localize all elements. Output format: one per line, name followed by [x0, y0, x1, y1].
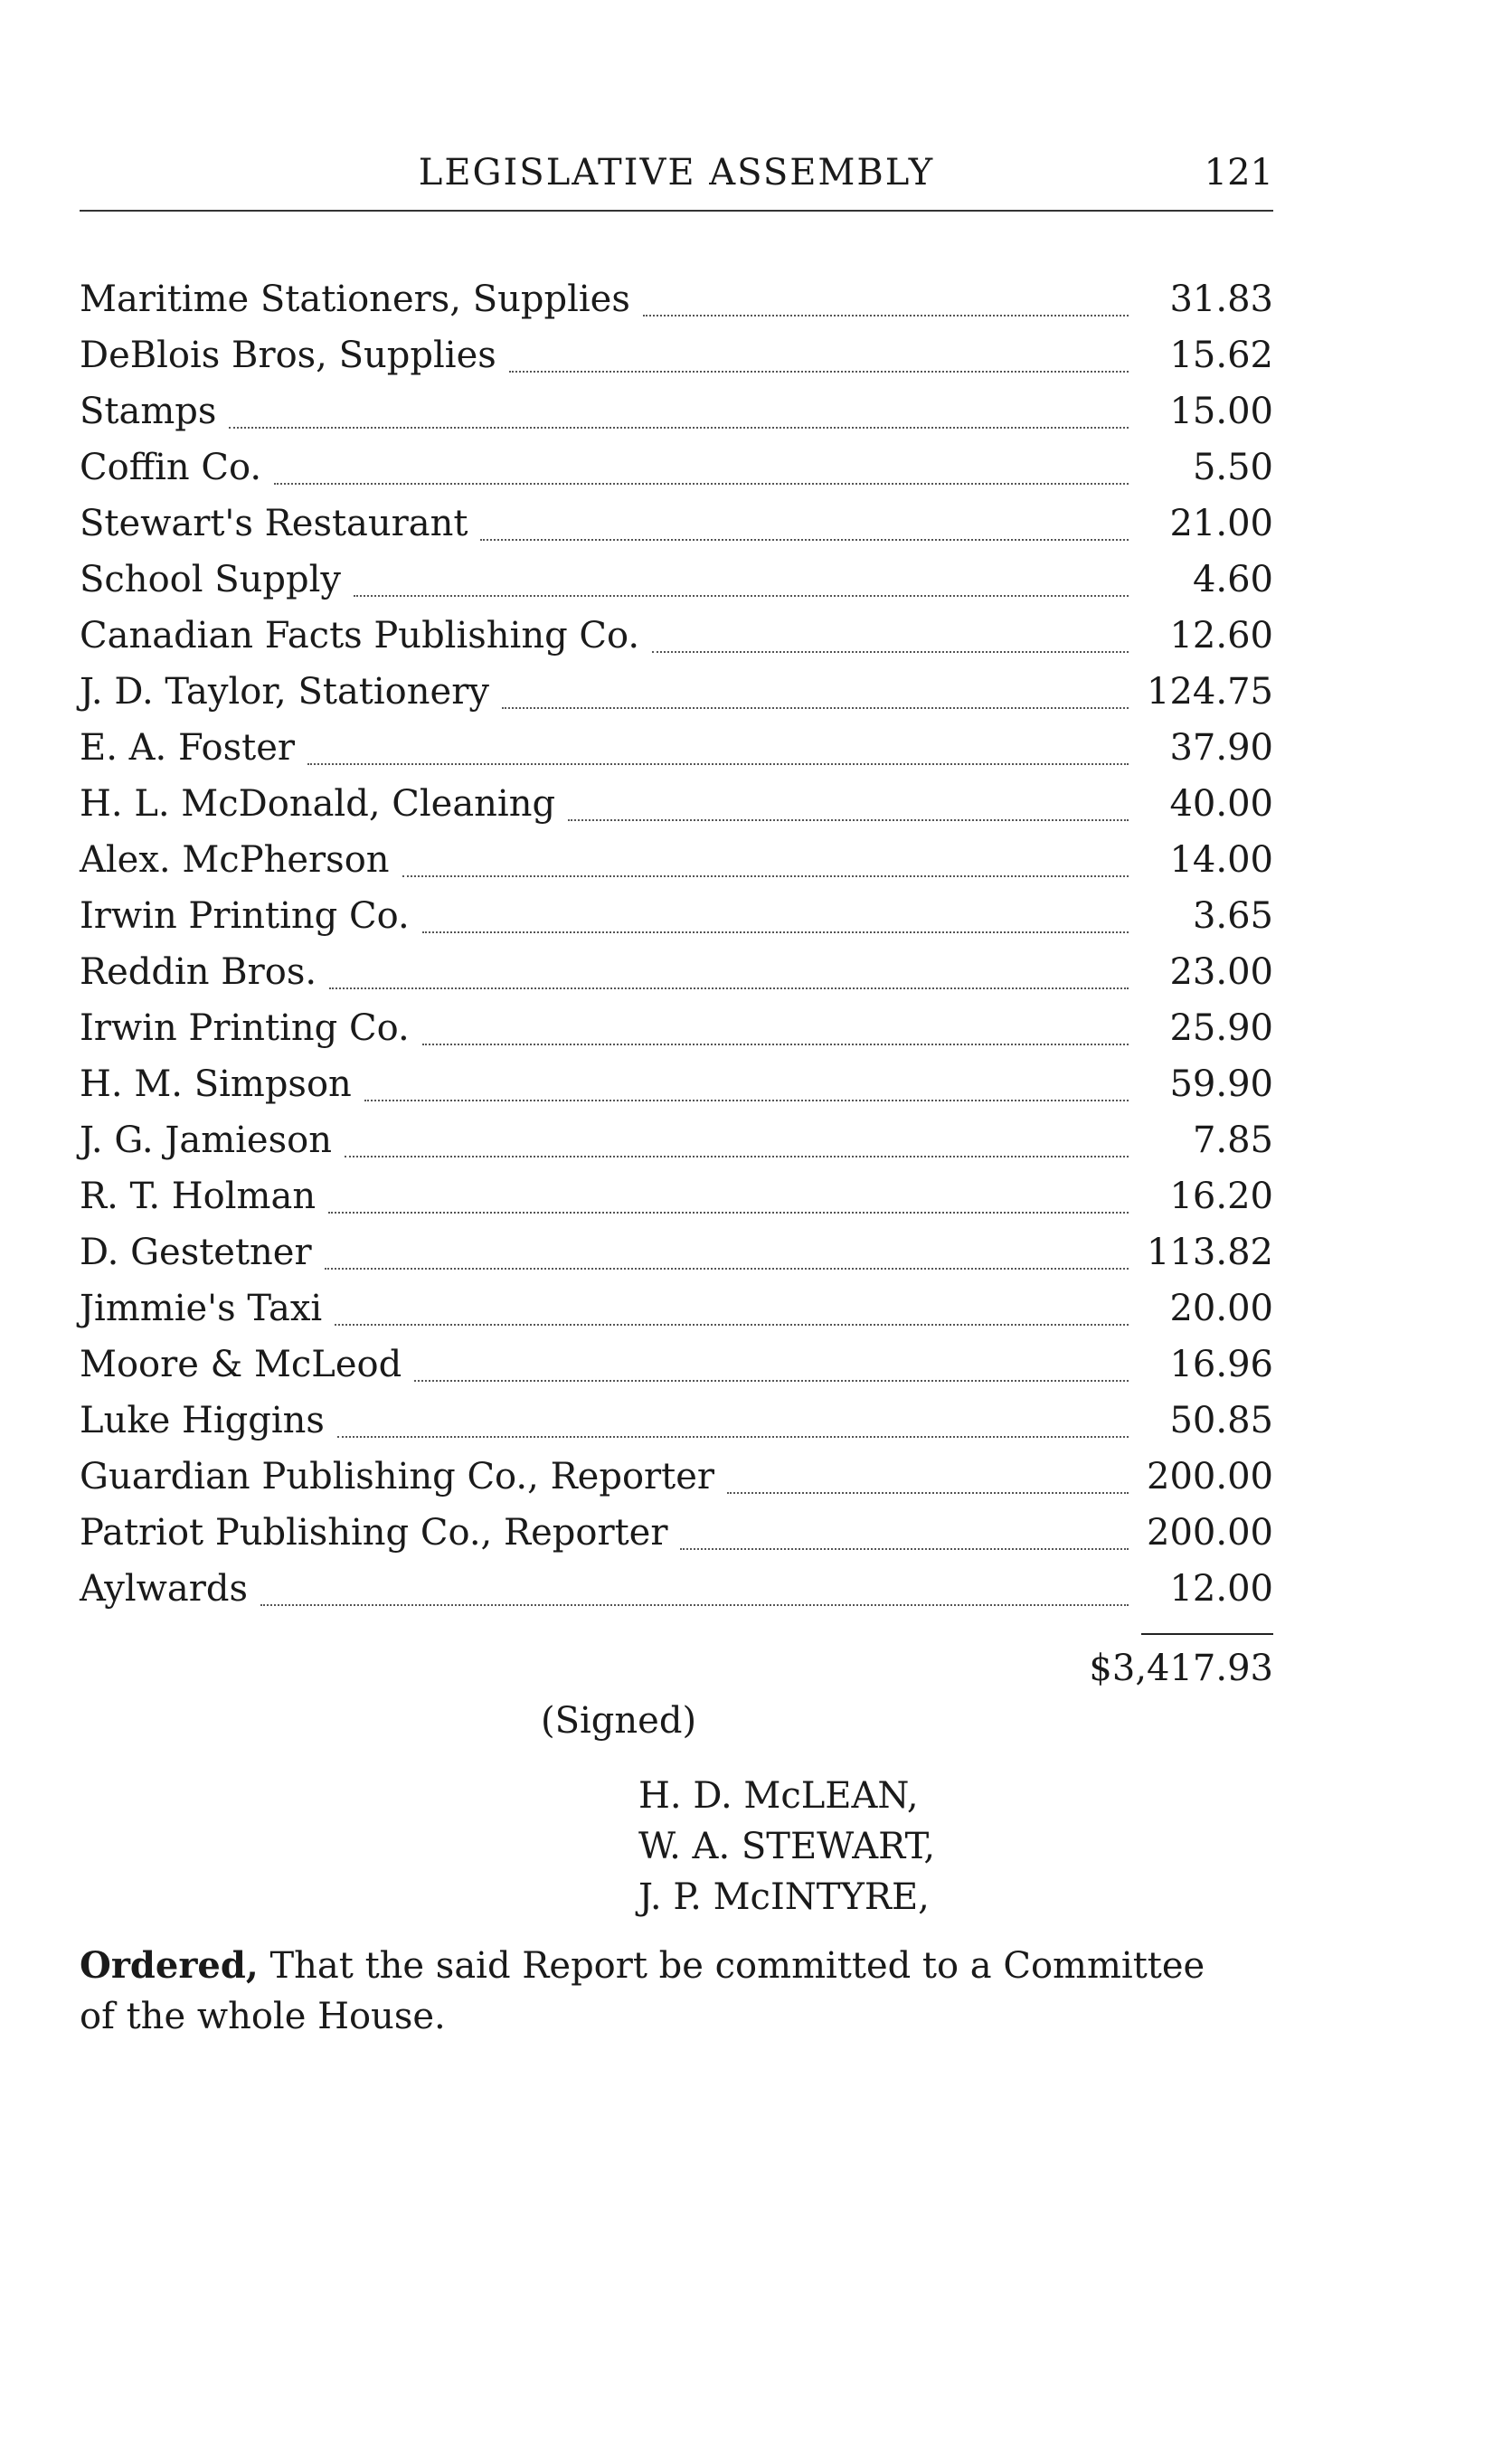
dot-leader	[345, 1156, 1129, 1157]
ledger-payee: H. L. McDonald, Cleaning	[80, 783, 556, 825]
ledger-row	[80, 1224, 1273, 1280]
dot-leader	[329, 987, 1129, 989]
ledger-payee: Maritime Stationers, Supplies	[80, 279, 630, 320]
dot-leader	[480, 539, 1129, 541]
ledger-row	[80, 608, 1273, 664]
ledger-payee: School Supply	[80, 559, 342, 600]
ledger-row	[80, 720, 1273, 776]
ledger-row	[80, 383, 1273, 439]
ledger-amount: 15.62	[1169, 335, 1273, 376]
dot-leader	[652, 651, 1129, 653]
ledger-payee: Irwin Printing Co.	[80, 895, 410, 937]
dot-leader	[325, 1268, 1129, 1270]
dot-leader	[354, 595, 1129, 597]
dot-leader	[274, 483, 1129, 485]
dot-leader	[414, 1380, 1129, 1382]
ledger-payee: Guardian Publishing Co., Reporter	[80, 1456, 715, 1497]
dot-leader	[229, 427, 1129, 429]
ledger-row	[80, 1393, 1273, 1449]
signatory: W. A. STEWART,	[638, 1826, 936, 1867]
dot-leader	[260, 1604, 1129, 1606]
ledger-payee: Irwin Printing Co.	[80, 1007, 410, 1049]
ledger-amount: 50.85	[1169, 1400, 1273, 1441]
dot-leader	[422, 931, 1129, 933]
ledger-total: $3,417.93	[1089, 1648, 1273, 1689]
dot-leader	[402, 875, 1129, 877]
dot-leader	[509, 371, 1129, 373]
ledger-row	[80, 1280, 1273, 1337]
ledger-amount: 20.00	[1169, 1288, 1273, 1329]
ledger-amount: 3.65	[1192, 895, 1273, 937]
ledger-row	[80, 439, 1273, 496]
ledger-amount: 37.90	[1169, 727, 1273, 769]
ledger-row	[80, 1505, 1273, 1561]
ledger-payee: J. G. Jamieson	[80, 1120, 332, 1161]
ordered-text-line2: of the whole House.	[80, 1996, 446, 2037]
ledger-row	[80, 944, 1273, 1000]
ordered-paragraph	[80, 1941, 1273, 2042]
ledger-payee: Patriot Publishing Co., Reporter	[80, 1512, 668, 1554]
ledger-amount: 200.00	[1147, 1512, 1273, 1554]
ledger-payee: Jimmie's Taxi	[80, 1288, 323, 1329]
ledger-amount: 12.60	[1169, 615, 1273, 657]
ledger-amount: 200.00	[1147, 1456, 1273, 1497]
signatories	[638, 1771, 935, 1923]
ledger-row	[80, 552, 1273, 608]
ledger-payee: DeBlois Bros, Supplies	[80, 335, 496, 376]
ledger-amount: 40.00	[1169, 783, 1273, 825]
ledger-row	[80, 496, 1273, 552]
ledger-row	[80, 271, 1273, 327]
signatory: H. D. McLEAN,	[638, 1775, 919, 1817]
ledger-payee: Aylwards	[80, 1568, 248, 1610]
ledger-payee: Moore & McLeod	[80, 1344, 402, 1385]
ledger-amount: 14.00	[1169, 839, 1273, 881]
ledger-amount: 59.90	[1169, 1063, 1273, 1105]
ledger-amount: 4.60	[1192, 559, 1273, 600]
dot-leader	[337, 1436, 1129, 1438]
ledger-row	[80, 327, 1273, 383]
ledger-amount: 16.96	[1169, 1344, 1273, 1385]
ledger-amount: 113.82	[1147, 1232, 1273, 1273]
ledger-amount: 23.00	[1169, 951, 1273, 993]
signed-label: (Signed)	[541, 1700, 697, 1742]
ledger-row	[80, 1056, 1273, 1112]
ledger-row	[80, 1168, 1273, 1224]
ledger-row	[80, 1112, 1273, 1168]
ledger-amount: 124.75	[1147, 671, 1273, 713]
dot-leader	[502, 707, 1129, 709]
dot-leader	[568, 819, 1129, 821]
ledger-row	[80, 832, 1273, 888]
ledger-amount: 15.00	[1169, 391, 1273, 432]
ledger-payee: J. D. Taylor, Stationery	[80, 671, 489, 713]
ledger-amount: 31.83	[1169, 279, 1273, 320]
ledger-payee: R. T. Holman	[80, 1176, 317, 1217]
dot-leader	[643, 315, 1129, 317]
dot-leader	[422, 1044, 1129, 1045]
ledger-payee: Canadian Facts Publishing Co.	[80, 615, 640, 657]
ledger-payee: Stewart's Restaurant	[80, 503, 468, 544]
ledger-payee: Coffin Co.	[80, 447, 262, 488]
dot-leader	[328, 1212, 1129, 1214]
header-rule	[80, 210, 1273, 212]
ordered-lead: Ordered,	[80, 1944, 259, 1987]
ledger-payee: Luke Higgins	[80, 1400, 325, 1441]
ledger-row	[80, 1449, 1273, 1505]
ledger-row	[80, 1000, 1273, 1056]
ledger-payee: H. M. Simpson	[80, 1063, 352, 1105]
dot-leader	[335, 1324, 1129, 1326]
total-rule	[1141, 1633, 1273, 1635]
ledger-amount: 25.90	[1169, 1007, 1273, 1049]
page-header	[80, 152, 1273, 203]
dot-leader	[307, 763, 1129, 765]
running-title: LEGISLATIVE ASSEMBLY	[418, 152, 935, 194]
ledger-payee: E. A. Foster	[80, 727, 295, 769]
ledger-payee: Reddin Bros.	[80, 951, 317, 993]
dot-leader	[680, 1548, 1129, 1550]
ledger-payee: D. Gestetner	[80, 1232, 312, 1273]
ledger-payee: Stamps	[80, 391, 217, 432]
ledger-row	[80, 664, 1273, 720]
ledger-amount: 7.85	[1192, 1120, 1273, 1161]
ledger-amount: 12.00	[1169, 1568, 1273, 1610]
ledger-row	[80, 1337, 1273, 1393]
ordered-text-line1: That the said Report be committed to a Committee	[269, 1945, 1205, 1987]
expense-ledger	[80, 271, 1273, 1617]
ledger-payee: Alex. McPherson	[80, 839, 390, 881]
ledger-row	[80, 1561, 1273, 1617]
ledger-row	[80, 888, 1273, 944]
dot-leader	[727, 1492, 1129, 1494]
signatory: J. P. McINTYRE,	[638, 1876, 930, 1918]
page-number: 121	[1204, 152, 1273, 194]
ledger-amount: 21.00	[1169, 503, 1273, 544]
ledger-row	[80, 776, 1273, 832]
ledger-amount: 5.50	[1192, 447, 1273, 488]
ledger-amount: 16.20	[1169, 1176, 1273, 1217]
dot-leader	[364, 1100, 1129, 1101]
